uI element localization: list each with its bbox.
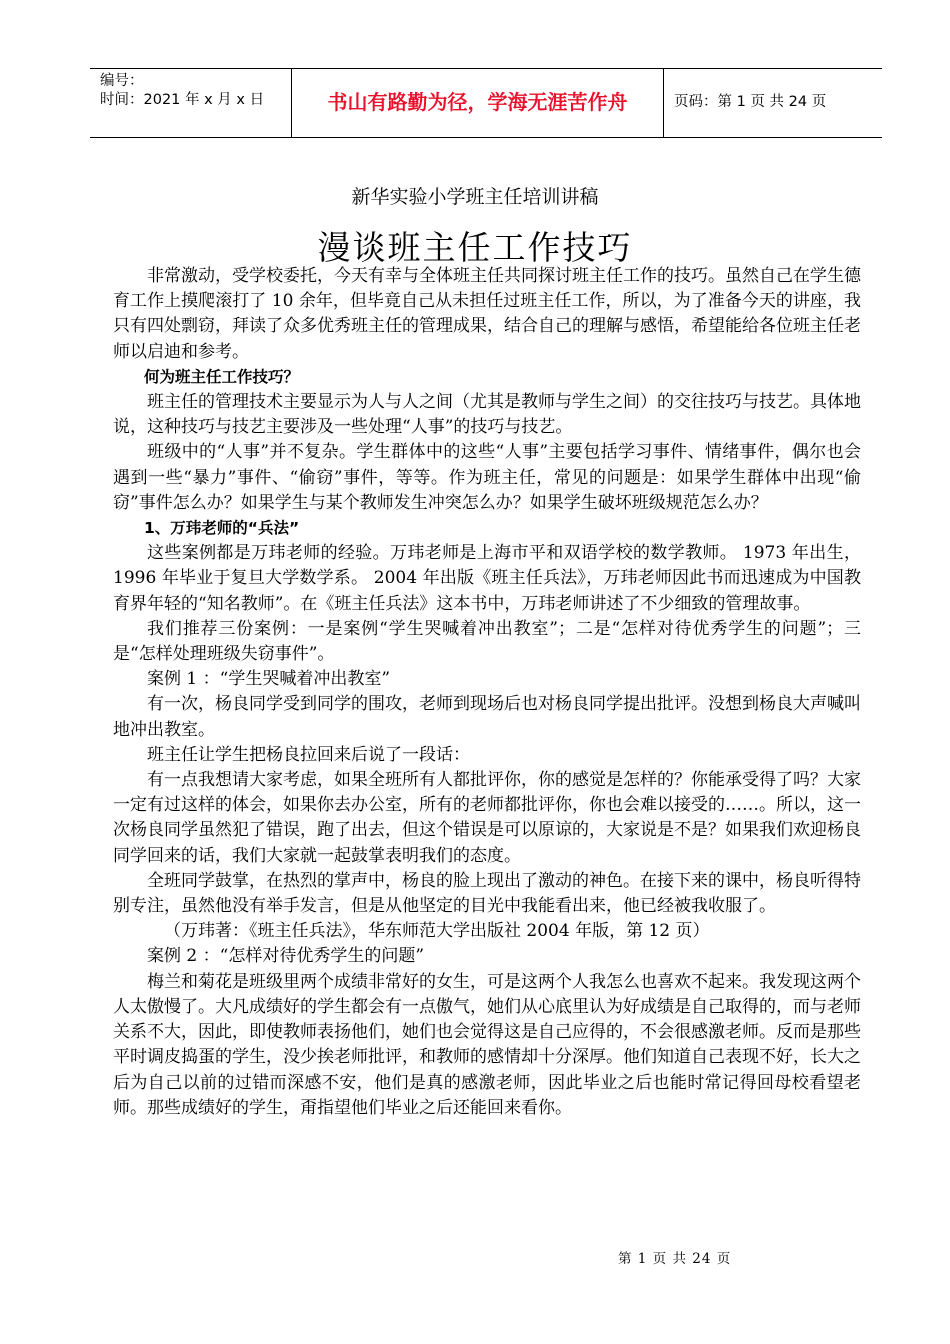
case-heading-1: 案例 1 ：“学生哭喊着冲出教室”	[147, 669, 391, 690]
citation: （万玮著：《班主任兵法》，华东师范大学出版社 2004 年版，第 12 页）	[164, 921, 710, 942]
number-label: 编号：	[100, 73, 144, 89]
paragraph: 梅兰和菊花是班级里两个成绩非常好的女生，可是这两个人我怎么也喜欢不起来。我发现这两个人太傲慢了。大凡成绩好的学生都会有一点傲气，她们从心底里认为好成绩是自己取得的，而与老师关系不大，因此，即使教师表扬他们，她们也会觉得这是自己应得的，不会很感激老师。反而是那些平时调皮捣蛋的学生，没少挨老师批评，和教师的感情却十分深厚。他们知道自己表现不好，长大之后为自己以前的过错而深感不安，他们是真的感激老师，因此毕业之后也能时常记得回母校看望老师。那些成绩好的学生，甭指望他们毕业之后还能回来看你。	[113, 971, 861, 1118]
paragraph-intro: 非常激动，受学校委托，今天有幸与全体班主任共同探讨班主任工作的技巧。虽然自己在学生德育工作上摸爬滚打了 10 余年，但毕竟自己从未担任过班主任工作，所以，为了准备今天的讲座，我只有四处剽窃，拜读了众多优秀班主任的管理成果，结合自己的理解与感悟，希望能给各位班主任老师以启迪和参考。	[113, 266, 862, 362]
page-label: 页码：第 1 页 共 24 页	[674, 93, 827, 110]
header-page-cell	[664, 69, 882, 137]
case-heading-2: 案例 2 ：“怎样对待优秀学生的问题”	[147, 946, 425, 967]
paragraph: 全班同学鼓掌，在热烈的掌声中，杨良的脸上现出了激动的神色。在接下来的课中，杨良听得特别专注，虽然他没有举手发言，但是从他坚定的目光中我能看出来，他已经被我收服了。	[113, 870, 861, 917]
paragraph: 有一次，杨良同学受到同学的围攻，老师到现场后也对杨良同学提出批评。没想到杨良大声喊叫地冲出教室。	[113, 694, 861, 740]
motto-text: 书山有路勤为径，学海无涯苦作舟	[327, 89, 628, 114]
section-heading-what: 何为班主任工作技巧？	[144, 367, 300, 386]
page-footer: 第 1 页 共 24 页	[618, 1251, 732, 1267]
paragraph: 班级中的“人事”并不复杂。学生群体中的这些“人事”主要包括学习事件、情绪事件，偶尔也会遇到一些“暴力”事件、“偷窃”事件，等等。作为班主任，常见的问题是：如果学生群体中出现“偷窃”事件怎么办？如果学生与某个教师发生冲突怎么办？如果学生破坏班级规范怎么办？	[113, 442, 861, 513]
header-left-cell	[90, 69, 292, 137]
paragraph: 这些案例都是万玮老师的经验。万玮老师是上海市平和双语学校的数学教师。 1973 年出生， 1996 年毕业于复旦大学数学系。 2004 年出版《班主任兵法》，万玮老师因此书而迅速成为中国教育界年轻的“知名教师”。在《班主任兵法》这本书中，万玮老师讲述了不少细致的管理故事。	[113, 543, 861, 614]
header-table	[90, 68, 882, 138]
paragraph: 班主任让学生把杨良拉回来后说了一段话：	[147, 744, 470, 765]
section-heading-wanwei: 1、万玮老师的“兵法”	[144, 519, 300, 538]
paragraph: 有一点我想请大家考虑，如果全班所有人都批评你，你的感觉是怎样的？你能承受得了吗？大家一定有过这样的体会，如果你去办公室，所有的老师都批评你，你也会难以接受的……。所以，这一次杨良同学虽然犯了错误，跑了出去，但这个错误是可以原谅的，大家说是不是？如果我们欢迎杨良同学回来的话，我们大家就一起鼓掌表明我们的态度。	[113, 770, 861, 866]
doc-body	[113, 264, 861, 1121]
header-motto-cell	[292, 69, 664, 137]
doc-subtitle: 新华实验小学班主任培训讲稿	[351, 186, 599, 208]
doc-title: 漫谈班主任工作技巧	[317, 228, 633, 267]
paragraph: 我们推荐三份案例：一是案例“学生哭喊着冲出教室”；二是“怎样对待优秀学生的问题”；三是“怎样处理班级失窃事件”。	[113, 618, 861, 665]
paragraph: 班主任的管理技术主要显示为人与人之间（尤其是教师与学生之间）的交往技巧与技艺。具体地说，这种技巧与技艺主要涉及一些处理“人事”的技巧与技艺。	[113, 392, 861, 438]
time-label: 时间：2021 年 x 月 x 日	[100, 92, 265, 108]
